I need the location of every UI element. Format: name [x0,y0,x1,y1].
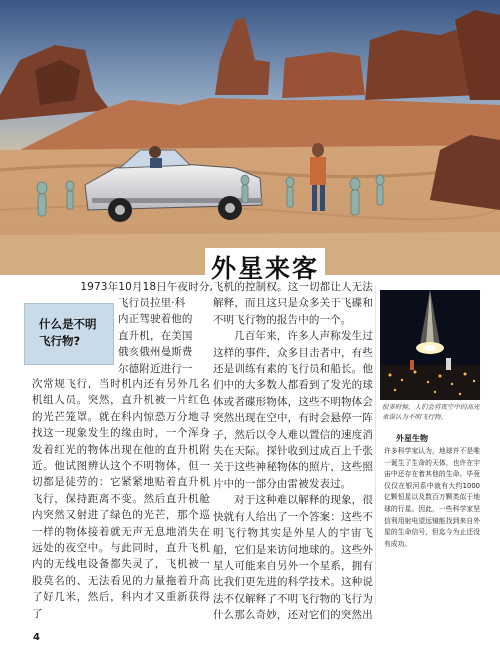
desert-scene-illustration [0,0,500,275]
page-title: 外星来客 [205,248,325,286]
paragraph: 对于这种难以解释的现象，很快就有人给出了一个答案：这些不明飞行物其实是外星人的宇宙飞船，它们是来访问地球的。这些外星人可能来自另外一个星系，拥有比我们更先进的科学技术。这种说法不仅解释了不明飞行物的飞行为什么那么奇妙，还对它们的突然出 [213,494,373,622]
column-divider [375,285,376,605]
page-number: 4 [33,632,40,643]
wrap-line: 飞行员拉里·科 [118,297,186,309]
aliens-box-title: 外星生物 [396,434,428,443]
middle-column [213,279,373,624]
sidebar-question-line1: 什么是不明 [39,317,97,331]
sidebar-question-line2: 飞行物? [39,334,81,348]
hero-illustration [0,0,500,275]
ufo-night-photo [380,290,480,400]
left-column-body [32,376,210,622]
paragraph: 几百年来，许多人声称发生过这样的事件，众多目击者中，有些还是训练有素的飞行员和船长。他们中的大多数人都看到了发光的球体或者碟形物体，这些不明物体会突然出现在空中，有时会悬停一阵子，然后以令人难以置信的速度消失在天际。探针收到过成百上千张关于这些神秘物体的照片，这些照片中的一部分由雷被发表过。 [213,330,373,490]
photo-caption: 很多时候，人们会将夜空中的高光束误认为不明飞行物。 [382,403,480,421]
paragraph: 次常规飞行，当时机内还有另外几名机组人员。突然，直升机被一片红色的光芒笼罩。就在科内惊恐万分地寻找这一现象发生的缘由时，一个浑身发着红光的物体出现在他的直升机附近。他试图辨认这个不明物体，但一切都是徒劳的：它紧紧地贴着直升机飞行，保持距离不变。然后直升机舱内突然又射进了绿色的光芒，那个巡一样的物体接着就无声无息地消失在远处的夜空中。与此同时，直升飞机内的无线电设备都失灵了，飞机被一股莫名的、无法看见的力量拖着升高了好几米，然后，科内才又重新获得了 [32,378,210,620]
wrap-line: 尔德附近进行一 [118,362,193,375]
wrap-line: 直升机，在美国 [118,329,193,342]
wrap-line: 俄亥俄州曼斯费 [118,346,193,359]
aliens-box-text: 许多科学家认为，地球并不是唯一诞生了生命的天体，也许在宇宙中还存在着其他的生命。毕竟仅仅在银河系中就有大约1000亿颗恒星以及数百万颗类似于地球的行星。因此，一些科学家坚信利用射电望远镜能找到来自外星的生命信号，但迄今为止还没有成功。 [384,447,480,548]
article-opening-line: 1973年10月18日午夜时分, [80,281,213,293]
night-sky-photo [380,290,480,400]
question-sidebar-box [24,303,114,365]
wrap-line: 内正驾驶着他的 [118,313,193,326]
sidebar-question [39,316,97,350]
left-column-wrap-text [118,295,212,377]
paragraph: 飞机的控制权。这一切都让人无法解释，而且这只是众多关于飞碟和不明飞行物的报告中的一个。 [213,281,373,326]
